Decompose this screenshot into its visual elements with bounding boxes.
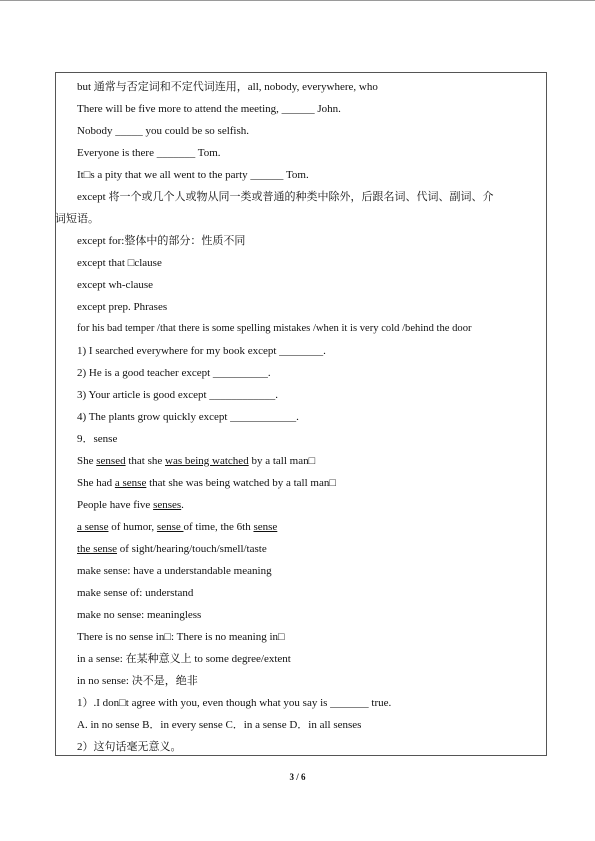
- text-line: make sense of: understand: [77, 587, 194, 599]
- question-line: 1）.I don□t agree with you, even though what you say is _______ true.: [77, 697, 392, 709]
- text-line: Everyone is there _______ Tom.: [77, 147, 221, 159]
- text-line: There will be five more to attend the meeting, ______ John.: [77, 103, 341, 115]
- text-line: except prep. Phrases: [77, 301, 168, 313]
- underlined-text: sense: [253, 521, 278, 533]
- page-number: 3 / 6: [289, 772, 306, 782]
- text-line: Nobody _____ you could be so selfish.: [77, 125, 250, 137]
- text-segment: of sight/hearing/touch/smell/taste: [117, 543, 267, 555]
- text-segment: of time, the 6th: [183, 521, 254, 533]
- text-line: [77, 454, 541, 468]
- underlined-text: was being watched: [165, 455, 249, 467]
- text-line: make no sense: meaningless: [77, 609, 202, 621]
- underlined-text: sensed: [96, 455, 126, 467]
- section-heading: 9．sense: [77, 433, 118, 445]
- top-rule: [0, 0, 595, 1]
- underlined-text: a sense: [114, 477, 147, 489]
- question-line: 2）这句话毫无意义。: [77, 741, 182, 753]
- text-line: 1) I searched everywhere for my book except ________.: [77, 345, 326, 357]
- text-segment: that she was being watched by a tall man□: [146, 477, 336, 489]
- text-line: except that □clause: [77, 257, 162, 269]
- text-segment: People have five: [77, 499, 154, 511]
- text-line: except for:整体中的部分：性质不同: [77, 235, 246, 247]
- underlined-text: the sense: [77, 543, 118, 555]
- text-line: except wh-clause: [77, 279, 154, 291]
- underlined-text: senses: [153, 499, 182, 511]
- text-line: except 将一个或几个人或物从同一类或普通的种类中除外，后跟名词、代词、副词、介: [77, 191, 494, 203]
- text-line: 3) Your article is good except ____________.: [77, 389, 279, 401]
- text-line: [77, 542, 541, 556]
- text-segment: .: [181, 499, 184, 511]
- text-line: for his bad temper /that there is some spelling mistakes /when it is very cold /behind the door: [77, 323, 472, 334]
- text-line: [77, 520, 541, 534]
- text-segment: that she: [125, 455, 165, 467]
- options-line: A. in no sense B．in every sense C．in a sense D．in all senses: [77, 719, 362, 731]
- text-segment: She had: [77, 477, 115, 489]
- underlined-text: a sense: [77, 521, 109, 533]
- text-line: 词短语。: [55, 213, 99, 225]
- text-segment: by a tall man□: [248, 455, 316, 467]
- text-line: in no sense: 决不是，绝非: [77, 675, 198, 687]
- text-segment: of humor,: [108, 521, 157, 533]
- text-line: [77, 498, 541, 512]
- text-line: but 通常与否定词和不定代词连用，all, nobody, everywhere, who: [77, 81, 378, 93]
- text-segment: She: [77, 455, 97, 467]
- text-line: in a sense: 在某种意义上 to some degree/extent: [77, 653, 291, 665]
- text-line: It□s a pity that we all went to the party ______ Tom.: [77, 169, 309, 181]
- text-line: 4) The plants grow quickly except ____________.: [77, 411, 299, 423]
- text-line: There is no sense in□: There is no meaning in□: [77, 631, 285, 643]
- text-line: make sense: have a understandable meaning: [77, 565, 272, 577]
- text-line: 2) He is a good teacher except __________.: [77, 367, 271, 379]
- underlined-text: sense: [156, 521, 184, 533]
- text-line: [77, 476, 541, 490]
